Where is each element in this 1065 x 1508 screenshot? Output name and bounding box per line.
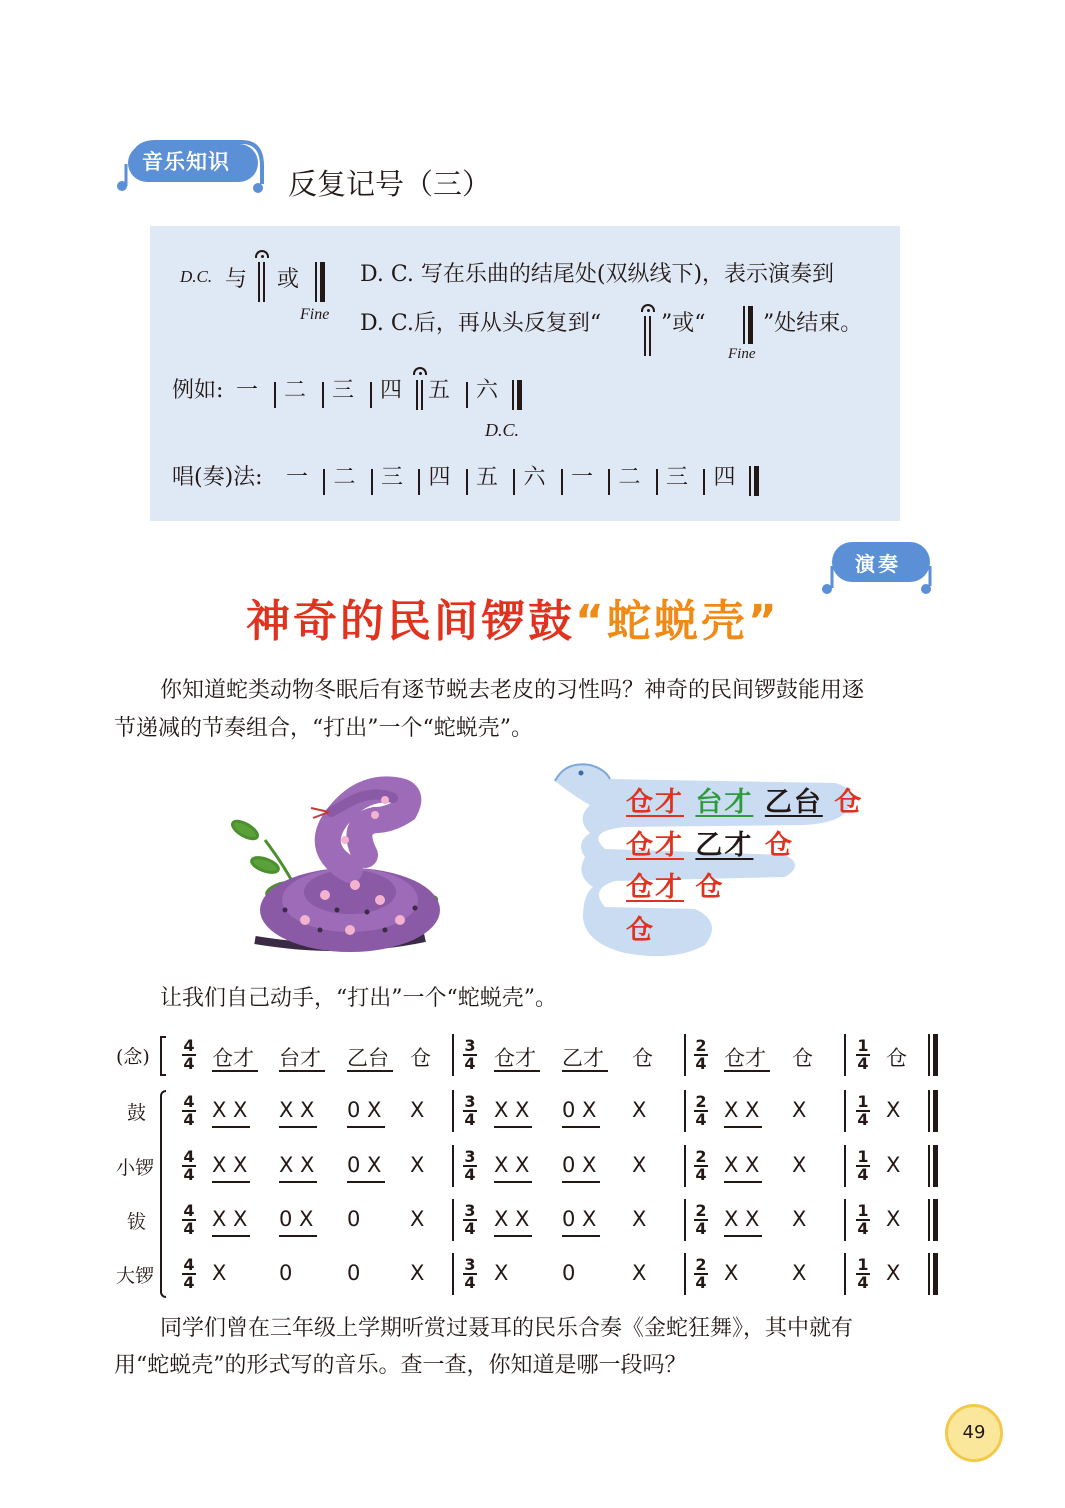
score-row-label: 鼓 bbox=[127, 1102, 147, 1124]
barline bbox=[323, 469, 325, 495]
time-signature-top: 1 bbox=[857, 1092, 869, 1111]
beam-underline bbox=[347, 1126, 385, 1128]
cloud-cell: 仓才 bbox=[626, 872, 684, 903]
score-cell: 0 bbox=[279, 1261, 293, 1285]
barline bbox=[452, 1199, 454, 1241]
score-cell: X bbox=[212, 1261, 227, 1285]
barline bbox=[274, 382, 276, 408]
final-barline-icon bbox=[928, 1145, 938, 1187]
cloud-rhythm-row-2 bbox=[626, 823, 794, 862]
beam-underline bbox=[494, 1126, 532, 1128]
time-signature bbox=[463, 1203, 477, 1237]
barline bbox=[608, 469, 610, 495]
example-item: 二 bbox=[284, 378, 307, 403]
example-item: 六 bbox=[476, 378, 499, 403]
final-barline-icon bbox=[928, 1034, 938, 1076]
explain-line-2b: ”或“ bbox=[661, 311, 706, 336]
time-signature-bottom: 4 bbox=[464, 1219, 476, 1238]
score-cell: X bbox=[632, 1261, 647, 1285]
barline bbox=[466, 382, 468, 408]
barline bbox=[656, 469, 658, 495]
sing-item: 三 bbox=[666, 465, 689, 490]
example-item: 五 bbox=[428, 378, 451, 403]
score-cell: 仓 bbox=[886, 1046, 907, 1070]
beam-underline bbox=[494, 1181, 532, 1183]
time-signature-bottom: 4 bbox=[183, 1219, 195, 1238]
time-signature bbox=[856, 1038, 870, 1072]
score-cell: X X bbox=[212, 1207, 248, 1231]
score-cell: X bbox=[886, 1207, 901, 1231]
cloud-cell: 仓才 bbox=[626, 787, 684, 818]
time-signature bbox=[694, 1038, 708, 1072]
time-signature-bottom: 4 bbox=[183, 1054, 195, 1073]
beam-underline bbox=[347, 1181, 385, 1183]
beam-underline bbox=[562, 1235, 600, 1237]
snake-illustration bbox=[225, 760, 485, 970]
score-cell: X X bbox=[279, 1098, 315, 1122]
beam-underline bbox=[212, 1070, 258, 1072]
time-signature-bottom: 4 bbox=[857, 1273, 869, 1292]
double-barline-icon bbox=[644, 316, 651, 356]
score-cell: 0 X bbox=[347, 1153, 382, 1177]
time-signature-top: 1 bbox=[857, 1201, 869, 1220]
score-cell: 0 X bbox=[562, 1207, 597, 1231]
time-signature bbox=[463, 1038, 477, 1072]
beam-underline bbox=[562, 1126, 600, 1128]
instruments-brace bbox=[160, 1090, 166, 1298]
double-barline-icon bbox=[416, 380, 423, 410]
cloud-cell: 仓 bbox=[764, 830, 794, 861]
score-cell: X X bbox=[724, 1153, 760, 1177]
barline bbox=[684, 1034, 686, 1076]
explain-line-2c: ”处结束。 bbox=[763, 311, 863, 336]
fine-label: Fine bbox=[300, 306, 330, 323]
fermata-icon bbox=[413, 367, 427, 375]
time-signature bbox=[856, 1203, 870, 1237]
score-cell: 乙才 bbox=[562, 1046, 604, 1070]
score-cell: X bbox=[632, 1207, 647, 1231]
time-signature bbox=[856, 1257, 870, 1291]
beam-underline bbox=[724, 1181, 762, 1183]
sing-item: 五 bbox=[476, 465, 499, 490]
time-signature-bottom: 4 bbox=[695, 1273, 707, 1292]
beam-underline bbox=[494, 1235, 532, 1237]
time-signature-bottom: 4 bbox=[464, 1273, 476, 1292]
beam-underline bbox=[347, 1070, 393, 1072]
time-signature bbox=[856, 1149, 870, 1183]
time-signature bbox=[463, 1149, 477, 1183]
time-signature-top: 2 bbox=[695, 1255, 707, 1274]
time-signature-bottom: 4 bbox=[183, 1110, 195, 1129]
score-cell: X X bbox=[494, 1207, 530, 1231]
time-signature-bottom: 4 bbox=[183, 1273, 195, 1292]
beam-underline bbox=[724, 1126, 762, 1128]
time-signature bbox=[182, 1257, 196, 1291]
cloud-rhythm-row-3 bbox=[626, 865, 724, 904]
music-knowledge-tag-label: 音乐知识 bbox=[142, 150, 230, 174]
barline bbox=[513, 469, 515, 495]
barline bbox=[844, 1145, 846, 1187]
score-cell: X X bbox=[494, 1153, 530, 1177]
sing-item: 一 bbox=[571, 465, 594, 490]
score-row-label: 钹 bbox=[127, 1211, 147, 1233]
time-signature-top: 3 bbox=[464, 1092, 476, 1111]
time-signature-top: 4 bbox=[183, 1092, 195, 1111]
time-signature-bottom: 4 bbox=[695, 1165, 707, 1184]
score-cell: X bbox=[792, 1261, 807, 1285]
perform-tag-label: 演奏 bbox=[855, 552, 901, 576]
time-signature-top: 2 bbox=[695, 1147, 707, 1166]
time-signature-top: 4 bbox=[183, 1147, 195, 1166]
final-barline-icon bbox=[749, 466, 759, 496]
score-cell: 0 bbox=[562, 1261, 576, 1285]
time-signature-top: 3 bbox=[464, 1036, 476, 1055]
time-signature-bottom: 4 bbox=[857, 1219, 869, 1238]
time-signature bbox=[182, 1149, 196, 1183]
beam-underline bbox=[212, 1181, 250, 1183]
score-cell: 乙台 bbox=[347, 1046, 389, 1070]
barline bbox=[844, 1090, 846, 1132]
barline bbox=[844, 1253, 846, 1295]
barline bbox=[370, 382, 372, 408]
cloud-cell: 台才 bbox=[695, 787, 754, 818]
beam-underline bbox=[279, 1070, 325, 1072]
score-cell: X X bbox=[724, 1207, 760, 1231]
time-signature bbox=[182, 1203, 196, 1237]
score-row-label: 大锣 bbox=[116, 1265, 155, 1287]
score-cell: X bbox=[494, 1261, 509, 1285]
sing-item: 三 bbox=[381, 465, 404, 490]
final-barline-icon bbox=[928, 1199, 938, 1241]
score-cell: X bbox=[410, 1153, 425, 1177]
score-cell: X bbox=[886, 1261, 901, 1285]
time-signature bbox=[694, 1257, 708, 1291]
final-barline-icon bbox=[928, 1090, 938, 1132]
cloud-cell: 乙台 bbox=[764, 787, 823, 818]
time-signature-bottom: 4 bbox=[695, 1110, 707, 1129]
time-signature-bottom: 4 bbox=[695, 1219, 707, 1238]
closing-paragraph-line-1: 同学们曾在三年级上学期听赏过聂耳的民乐合奏《金蛇狂舞》，其中就有 bbox=[160, 1316, 854, 1341]
example-item: 一 bbox=[236, 378, 259, 403]
barline bbox=[561, 469, 563, 495]
beam-underline bbox=[279, 1235, 317, 1237]
barline bbox=[452, 1034, 454, 1076]
score-cell: X X bbox=[212, 1153, 248, 1177]
sing-item: 四 bbox=[428, 465, 451, 490]
score-cell: 0 X bbox=[562, 1153, 597, 1177]
barline bbox=[418, 469, 420, 495]
time-signature bbox=[182, 1094, 196, 1128]
sing-item: 六 bbox=[523, 465, 546, 490]
sing-item: 二 bbox=[618, 465, 641, 490]
cloud-cell: 仓 bbox=[695, 872, 725, 903]
score-cell: X bbox=[792, 1098, 807, 1122]
barline bbox=[452, 1145, 454, 1187]
score-cell: X bbox=[792, 1207, 807, 1231]
beam-underline bbox=[279, 1126, 317, 1128]
final-barline-icon bbox=[928, 1253, 938, 1295]
barline bbox=[684, 1253, 686, 1295]
score-cell: 仓 bbox=[632, 1046, 653, 1070]
cloud-cell: 仓才 bbox=[626, 830, 684, 861]
final-barline-icon bbox=[315, 262, 325, 302]
time-signature-bottom: 4 bbox=[857, 1110, 869, 1129]
score-cell: 0 bbox=[347, 1261, 361, 1285]
intro-paragraph-line-2: 节递减的节奏组合，“打出”一个“蛇蜕壳”。 bbox=[114, 716, 533, 741]
section-heading: 反复记号（三） bbox=[288, 167, 492, 201]
barline bbox=[684, 1199, 686, 1241]
score-cell: 仓 bbox=[410, 1046, 431, 1070]
beam-underline bbox=[724, 1070, 770, 1072]
barline bbox=[844, 1034, 846, 1076]
barline bbox=[703, 469, 705, 495]
barline bbox=[452, 1090, 454, 1132]
score-cell: 仓才 bbox=[724, 1046, 766, 1070]
page-number: 49 bbox=[945, 1404, 1003, 1462]
lesson-title-main: 神奇的民间锣鼓 bbox=[246, 596, 575, 647]
score-cell: 0 X bbox=[347, 1098, 382, 1122]
time-signature-top: 3 bbox=[464, 1201, 476, 1220]
time-signature bbox=[694, 1149, 708, 1183]
fermata-icon bbox=[255, 250, 269, 258]
intro-paragraph-line-1: 你知道蛇类动物冬眠后有逐节蜕去老皮的习性吗？神奇的民间锣鼓能用逐 bbox=[160, 678, 865, 703]
beam-underline bbox=[279, 1181, 317, 1183]
time-signature-top: 4 bbox=[183, 1036, 195, 1055]
closing-paragraph-line-2: 用“蛇蜕壳”的形式写的音乐。查一查，你知道是哪一段吗？ bbox=[114, 1353, 687, 1378]
time-signature-bottom: 4 bbox=[183, 1165, 195, 1184]
time-signature bbox=[182, 1038, 196, 1072]
time-signature-top: 2 bbox=[695, 1092, 707, 1111]
fermata-icon bbox=[641, 304, 655, 312]
sing-label: 唱(奏)法: bbox=[172, 465, 263, 490]
time-signature-bottom: 4 bbox=[464, 1110, 476, 1129]
time-signature-top: 3 bbox=[464, 1147, 476, 1166]
double-barline-icon bbox=[258, 262, 265, 302]
barline bbox=[466, 469, 468, 495]
example-item: 三 bbox=[332, 378, 355, 403]
and-label: 与 bbox=[225, 267, 248, 292]
barline bbox=[684, 1090, 686, 1132]
sing-item: 四 bbox=[713, 465, 736, 490]
or-label: 或 bbox=[277, 267, 300, 292]
explain-line-2a: D. C.后，再从头反复到“ bbox=[360, 311, 602, 336]
lesson-title bbox=[246, 585, 780, 649]
time-signature bbox=[694, 1094, 708, 1128]
time-signature-bottom: 4 bbox=[464, 1054, 476, 1073]
explain-line-1: D. C. 写在乐曲的结尾处(双纵线下)，表示演奏到 bbox=[360, 262, 835, 287]
score-cell: X bbox=[724, 1261, 739, 1285]
score-cell: X bbox=[410, 1098, 425, 1122]
final-barline-icon bbox=[743, 306, 753, 344]
score-cell: 0 X bbox=[562, 1098, 597, 1122]
barline bbox=[844, 1199, 846, 1241]
beam-underline bbox=[562, 1070, 608, 1072]
score-cell: X X bbox=[212, 1098, 248, 1122]
sing-item: 一 bbox=[286, 465, 309, 490]
score-cell: X X bbox=[279, 1153, 315, 1177]
time-signature-top: 3 bbox=[464, 1255, 476, 1274]
score-cell: X X bbox=[494, 1098, 530, 1122]
score-cell: X bbox=[886, 1098, 901, 1122]
barline bbox=[452, 1253, 454, 1295]
score-cell: X bbox=[792, 1153, 807, 1177]
score-cell: X bbox=[632, 1098, 647, 1122]
score-cell: X bbox=[886, 1153, 901, 1177]
time-signature-top: 4 bbox=[183, 1255, 195, 1274]
score-cell: X bbox=[410, 1261, 425, 1285]
time-signature-bottom: 4 bbox=[695, 1054, 707, 1073]
fine-label: Fine bbox=[728, 346, 756, 362]
time-signature bbox=[856, 1094, 870, 1128]
dc-label: D.C. bbox=[180, 267, 213, 286]
score-cell: X bbox=[410, 1207, 425, 1231]
score-cell: X bbox=[632, 1153, 647, 1177]
nian-bracket bbox=[160, 1036, 166, 1076]
time-signature bbox=[463, 1094, 477, 1128]
instruction-paragraph: 让我们自己动手，“打出”一个“蛇蜕壳”。 bbox=[160, 986, 557, 1011]
score-cell: X X bbox=[724, 1098, 760, 1122]
score-cell: 仓才 bbox=[212, 1046, 254, 1070]
final-barline-icon bbox=[512, 380, 522, 410]
beam-underline bbox=[212, 1126, 250, 1128]
score-row-label: (念) bbox=[116, 1046, 150, 1068]
time-signature-top: 1 bbox=[857, 1255, 869, 1274]
time-signature-top: 2 bbox=[695, 1036, 707, 1055]
lesson-title-quoted: “蛇蜕壳” bbox=[575, 596, 780, 647]
time-signature bbox=[694, 1203, 708, 1237]
dc-marker: D.C. bbox=[485, 420, 520, 440]
cloud-rhythm-row-4 bbox=[626, 908, 655, 947]
sing-item: 二 bbox=[333, 465, 356, 490]
score-cell: 仓 bbox=[792, 1046, 813, 1070]
score-cell: 仓才 bbox=[494, 1046, 536, 1070]
time-signature-top: 4 bbox=[183, 1201, 195, 1220]
time-signature-top: 1 bbox=[857, 1147, 869, 1166]
barline bbox=[371, 469, 373, 495]
cloud-rhythm-row-1 bbox=[626, 780, 863, 819]
cloud-cell: 乙才 bbox=[695, 830, 754, 861]
time-signature-bottom: 4 bbox=[857, 1054, 869, 1073]
beam-underline bbox=[724, 1235, 762, 1237]
beam-underline bbox=[494, 1070, 540, 1072]
score-row-label: 小锣 bbox=[116, 1157, 155, 1179]
barline bbox=[322, 382, 324, 408]
score-cell: 台才 bbox=[279, 1046, 321, 1070]
barline bbox=[684, 1145, 686, 1187]
time-signature-bottom: 4 bbox=[857, 1165, 869, 1184]
beam-underline bbox=[212, 1235, 250, 1237]
score-cell: 0 bbox=[347, 1207, 361, 1231]
beam-underline bbox=[562, 1181, 600, 1183]
time-signature-top: 2 bbox=[695, 1201, 707, 1220]
example-label: 例如: bbox=[172, 378, 224, 403]
cloud-cell: 仓 bbox=[626, 915, 655, 946]
time-signature-top: 1 bbox=[857, 1036, 869, 1055]
time-signature-bottom: 4 bbox=[464, 1165, 476, 1184]
time-signature bbox=[463, 1257, 477, 1291]
cloud-cell: 仓 bbox=[834, 787, 864, 818]
example-item: 四 bbox=[380, 378, 403, 403]
score-cell: 0 X bbox=[279, 1207, 314, 1231]
